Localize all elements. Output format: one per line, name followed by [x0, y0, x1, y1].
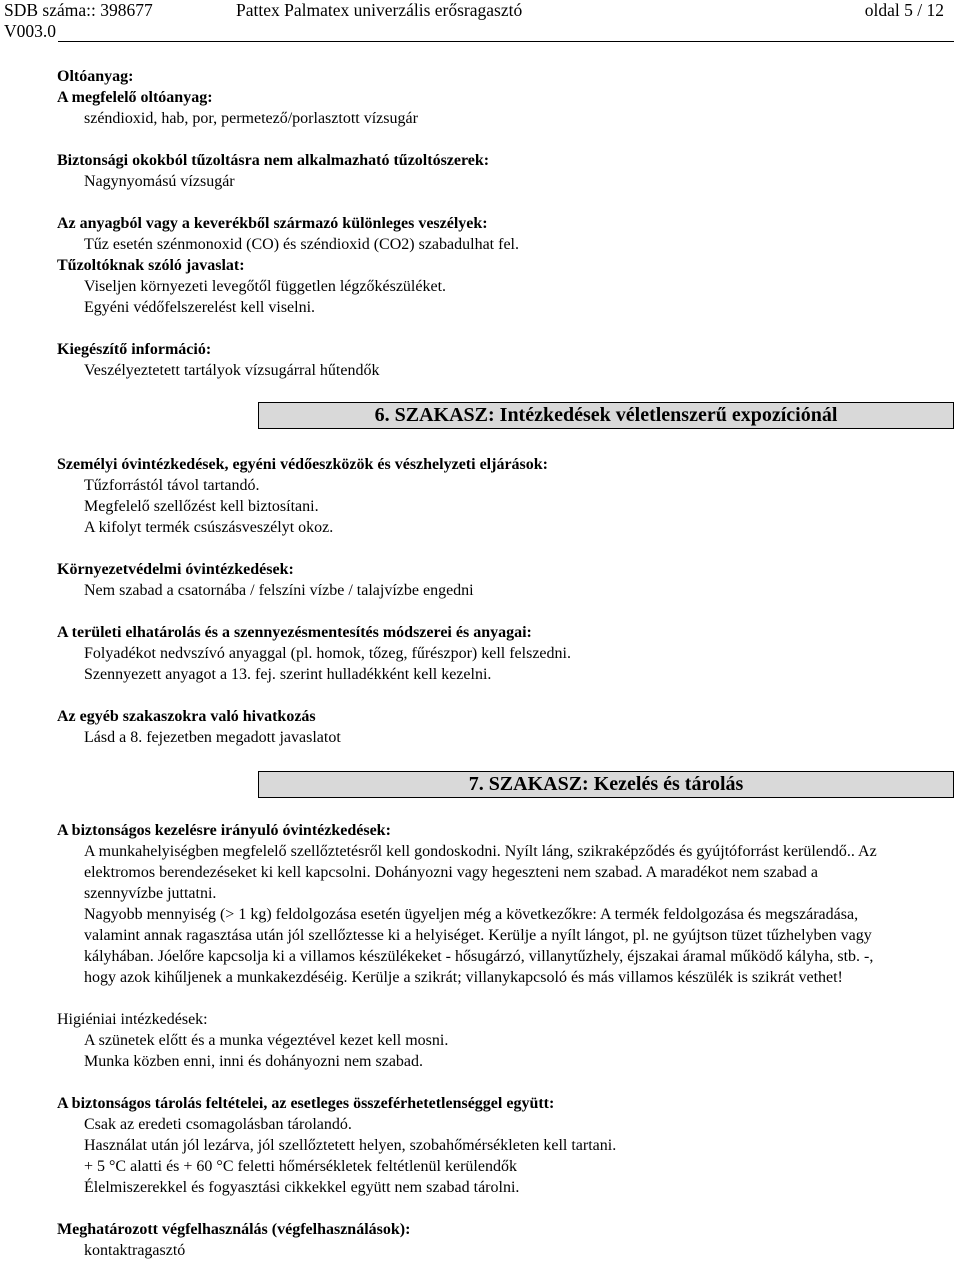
section-7-title: 7. SZAKASZ: Kezelés és tárolás — [468, 773, 744, 795]
section-6-header — [258, 402, 954, 429]
heading-personal-precautions: Személyi óvintézkedések, egyéni védőeszközök és vészhelyzeti eljárások: — [57, 456, 549, 473]
safe-handling-line: hogy azok kihűljenek a munkakezdéséig. Kerülje a szikrát; villanykapcsoló és más villamos készülék is szikrát vethet! — [84, 969, 843, 986]
safe-handling-line: elektromos berendezéseket ki kell kapcsolni. Dohányozni vagy hegeszteni nem szabad. A maradékot nem szabad a — [84, 864, 818, 881]
heading-additional-info: Kiegészítő információ: — [57, 341, 212, 358]
heading-hygiene: Higiéniai intézkedések: — [57, 1011, 208, 1028]
safe-handling-line: valamint annak ragasztása után jól szellőztesse ki a helyiséget. Kerülje a nyílt lángot, pl. ne gyújtson tüzet tűzhelyben vagy — [84, 927, 872, 944]
heading-containment-methods: A területi elhatárolás és a szennyezésmentesítés módszerei és anyagai: — [57, 624, 532, 641]
text-environmental: Nem szabad a csatornába / felszíni vízbe / talajvízbe engedni — [84, 582, 474, 599]
text-containment-2: Szennyezett anyagot a 13. fej. szerint hulladékként kell kezelni. — [84, 666, 492, 683]
text-firefighter-advice-1: Viseljen környezeti levegőtől független légzőkészüléket. — [84, 278, 447, 295]
text-storage-3: + 5 °C alatti és + 60 °C feletti hőmérsékletek feltétlenül kerülendők — [84, 1158, 517, 1175]
heading-suitable-media: A megfelelő oltóanyag: — [57, 89, 213, 106]
text-storage-1: Csak az eredeti csomagolásban tárolandó. — [84, 1116, 352, 1133]
section-6-body — [57, 454, 947, 748]
heading-environmental-precautions: Környezetvédelmi óvintézkedések: — [57, 561, 294, 578]
heading-reference-sections: Az egyéb szakaszokra való hivatkozás — [57, 708, 316, 725]
text-end-use: kontaktragasztó — [84, 1242, 186, 1259]
section-7-header — [258, 771, 954, 798]
safe-handling-line: Nagyobb mennyiség (> 1 kg) feldolgozása esetén ügyeljen még a következőkre: A termék feldolgozása és megszáradása, — [84, 906, 859, 923]
text-personal-2: Megfelelő szellőzést kell biztosítani. — [84, 498, 319, 515]
text-suitable-media: széndioxid, hab, por, permetező/porlasztott vízsugár — [84, 110, 418, 127]
heading-extinguishing-media: Oltóanyag: — [57, 68, 134, 85]
heading-firefighter-advice: Tűzoltóknak szóló javaslat: — [57, 257, 245, 274]
text-unsuitable-media: Nagynyomású vízsugár — [84, 173, 235, 190]
safe-handling-line: kályhában. Jóelőre kapcsolja ki a villamos készülékeket - hősugárzó, villanytűzhely, éjszakai áramal működő kályha, stb. -, — [84, 948, 874, 965]
text-additional-info: Veszélyeztetett tartályok vízsugárral hűtendők — [84, 362, 380, 379]
page-header — [4, 0, 956, 44]
text-storage-4: Élelmiszerekkel és fogyasztási cikkekkel együtt nem szabad tárolni. — [84, 1179, 520, 1196]
text-hygiene-1: A szünetek előtt és a munka végeztével kezet kell mosni. — [84, 1032, 449, 1049]
heading-safe-handling: A biztonságos kezelésre irányuló óvintézkedések: — [57, 822, 391, 839]
text-firefighter-advice-2: Egyéni védőfelszerelést kell viselni. — [84, 299, 316, 316]
text-reference-sections: Lásd a 8. fejezetben megadott javaslatot — [84, 729, 341, 746]
firefighting-block — [57, 66, 947, 381]
heading-end-use: Meghatározott végfelhasználás (végfelhasználások): — [57, 1221, 411, 1238]
sdb-number: SDB száma:: 398677 — [4, 0, 153, 20]
safe-handling-line: szennyvízbe juttatni. — [84, 885, 217, 902]
safe-handling-line: A munkahelyiségben megfelelő szellőztetésről kell gondoskodni. Nyílt láng, szikraképződés és gyújtóforrást kerülendő.. Az — [84, 843, 877, 860]
heading-special-hazards: Az anyagból vagy a keverékből származó különleges veszélyek: — [57, 215, 488, 232]
heading-unsuitable-media: Biztonsági okokból tűzoltásra nem alkalmazható tűzoltószerek: — [57, 152, 490, 169]
page-number: oldal 5 / 12 — [864, 0, 944, 20]
heading-safe-storage: A biztonságos tárolás feltételei, az esetleges összeférhetetlenséggel együtt: — [57, 1095, 555, 1112]
text-personal-3: A kifolyt termék csúszásveszélyt okoz. — [84, 519, 334, 536]
version: V003.0 — [4, 21, 57, 41]
section-7-body — [57, 820, 947, 1261]
text-containment-1: Folyadékot nedvszívó anyaggal (pl. homok, tőzeg, fűrészpor) kell felszedni. — [84, 645, 571, 662]
text-personal-1: Tűzforrástól távol tartandó. — [84, 477, 260, 494]
text-hygiene-2: Munka közben enni, inni és dohányozni nem szabad. — [84, 1053, 424, 1070]
text-storage-2: Használat után jól lezárva, jól szellőztetett helyen, szobahőmérsékleten kell tartani. — [84, 1137, 617, 1154]
header-rule — [58, 41, 954, 42]
text-special-hazards: Tűz esetén szénmonoxid (CO) és széndioxid (CO2) szabadulhat fel. — [84, 236, 519, 253]
section-6-title: 6. SZAKASZ: Intézkedések véletlenszerű expozíciónál — [374, 404, 838, 426]
product-name: Pattex Palmatex univerzális erősragasztó — [236, 0, 523, 20]
